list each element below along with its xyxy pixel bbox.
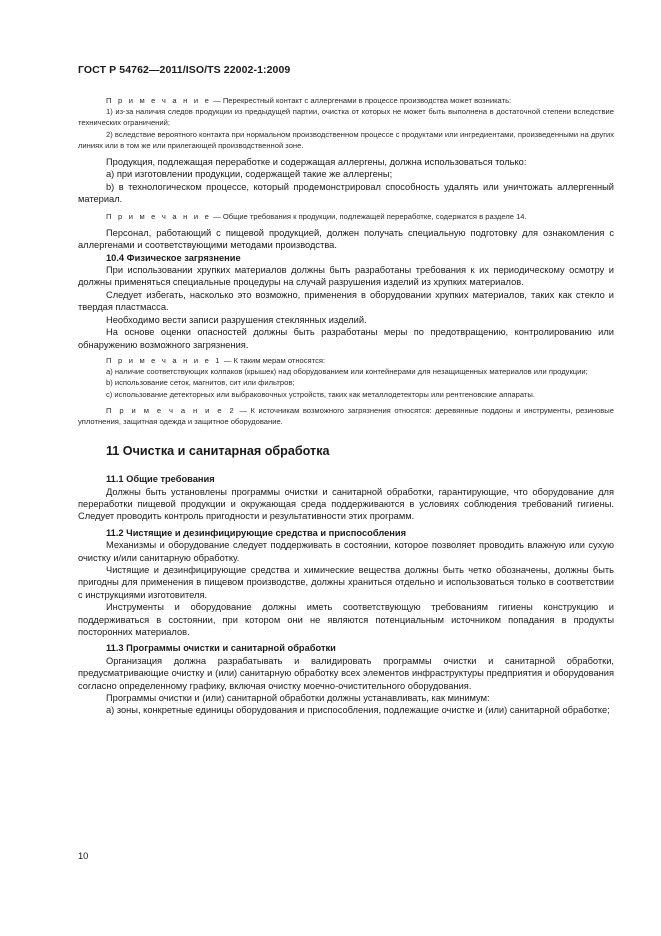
list-item: a) зоны, конкретные единицы оборудования и приспособления, подлежащие очистке и (или) санитарной обработке; <box>106 705 610 716</box>
note-1-measures <box>78 355 614 366</box>
note-item: b) использование сеток, магнитов, сит или фильтров; <box>106 378 295 388</box>
paragraph: Чистящие и дезинфицирующие средства и химические вещества должны быть четко обозначены, должны быть пригодны для применения в пищевом производстве, должны храниться отдельно и использоваться только в соответствии с инструкциями изготовителя. <box>78 564 614 600</box>
paragraph: Механизмы и оборудование следует поддерживать в состоянии, которое позволяет проводить влажную или сухую очистку и/или санитарную обработку. <box>78 540 614 563</box>
note-text: — Общие требования к продукции, подлежащей переработке, содержатся в разделе 14. <box>211 211 527 221</box>
paragraph: При использовании хрупких материалов должны быть разработаны требования к их периодическому осмотру и должны применяться специальные процедуры на случай разрушения изделий из хрупких материалов. <box>78 265 614 288</box>
paragraph: Организация должна разрабатывать и валидировать программы очистки и санитарной обработки, предусматривающие очистку и (или) санитарную обработку всех элементов инфраструктуры предприятия и оборудования согласно определенному графику, включая очистку моечно-очистительного оборудования. <box>78 655 614 691</box>
note-item: a) наличие соответствующих колпаков (крышек) над оборудованием или контейнерами для незащищенных материалов или продукции; <box>106 367 588 377</box>
paragraph: Продукция, подлежащая переработке и содержащая аллергены, должна использоваться только: <box>106 157 527 168</box>
note-label: П р и м е ч а н и е 1 <box>106 355 222 365</box>
paragraph: Должны быть установлены программы очистки и санитарной обработки, гарантирующие, что оборудование для переработки пищевой продукции и окружающая среда поддерживаются в условиях соблюдения требований гигиены. Следует проводить контроль пригодности и результативности этих программ. <box>78 486 614 522</box>
section-heading-11-3: 11.3 Программы очистки и санитарной обработки <box>106 643 336 654</box>
page-body <box>78 95 614 717</box>
note-label: П р и м е ч а н и е <box>106 96 211 105</box>
list-item: b) в технологическом процессе, который продемонстрировал способность удалять или уничтожать аллергенный материал. <box>78 181 614 205</box>
paragraph: Следует избегать, насколько это возможно, применения в оборудовании хрупких материалов, таких как стекло и твердая пластмасса. <box>78 289 614 313</box>
note-2-sources <box>78 405 614 427</box>
paragraph: Необходимо вести записи разрушения стеклянных изделий. <box>106 314 367 325</box>
note-text: — К таким мерам относятся: <box>221 355 326 365</box>
note-label: П р и м е ч а н и е 2 <box>106 405 236 415</box>
paragraph: Персонал, работающий с пищевой продукцией, должен получать специальную подготовку для ознакомления с аллергенами и соответствующими методами производства. <box>78 227 614 251</box>
page-number: 10 <box>78 851 89 861</box>
note-item: c) использование детекторных или выбраковочных устройств, таких как металлодетекторы или рентгеновские аппараты. <box>106 389 535 399</box>
note-text: — К источникам возможного загрязнения относятся: деревянные поддоны и инструменты, резиновые уплотнения, защитная одежда и защитное оборудование. <box>78 405 614 426</box>
note-item: 1) из-за наличия следов продукции из предыдущей партии, очистка от которых не может быть выполнена в достаточной степени вследствие технических ограничений; <box>78 107 614 128</box>
paragraph: Программы очистки и (или) санитарной обработки должны устанавливать, как минимум: <box>106 693 490 704</box>
note-general-requirements <box>78 211 614 222</box>
paragraph: Инструменты и оборудование должны иметь соответствующую требованиям гигиены конструкцию и поддерживаться в состоянии, при котором они не являются потенциальным источником попадания в продукты посторонних материалов. <box>78 602 614 637</box>
section-heading-11: 11 Очистка и санитарная обработка <box>106 444 330 459</box>
note-label: П р и м е ч а н и е <box>106 211 211 221</box>
section-heading-11-2: 11.2 Чистящие и дезинфицирующие средства и приспособления <box>106 527 407 538</box>
running-header: ГОСТ Р 54762—2011/ISO/TS 22002-1:2009 <box>78 64 291 76</box>
list-item: a) при изготовлении продукции, содержащей такие же аллергены; <box>106 169 393 180</box>
section-heading-10-4: 10.4 Физическое загрязнение <box>106 252 241 263</box>
note-allergen-contact <box>78 95 614 106</box>
section-heading-11-1: 11.1 Общие требования <box>106 474 215 485</box>
note-item: 2) вследствие вероятного контакта при нормальном производственном процессе с продуктами или ингредиентами, произведенными на других линиях или в том же или прилегающей производственной зоне. <box>78 129 614 150</box>
paragraph: На основе оценки опасностей должны быть разработаны меры по предотвращению, контролированию или обнаружению возможного загрязнения. <box>78 327 614 350</box>
note-text: — Перекрестный контакт с аллергенами в процессе производства может возникать: <box>211 96 512 105</box>
